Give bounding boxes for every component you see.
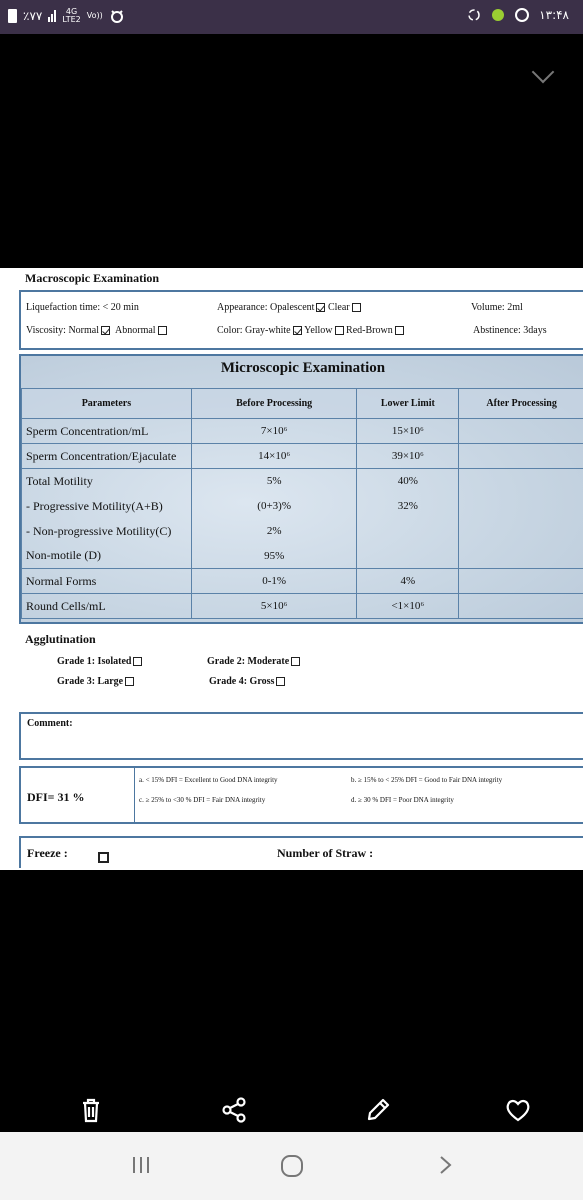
table-row: [22, 519, 583, 544]
grade-4-field: [209, 676, 285, 687]
microscopic-section: [19, 354, 583, 624]
recents-icon[interactable]: [130, 1154, 152, 1176]
status-left: [8, 8, 125, 24]
red-brown-text: Red-Brown: [346, 325, 393, 336]
network-type: 4G: [65, 7, 78, 16]
volte-indicator: Vo)): [86, 11, 103, 20]
grade-4-text: Grade 4: Gross: [209, 676, 275, 687]
grade-1-text: Grade 1: Isolated: [57, 656, 132, 667]
abnormal-text: Abnormal: [115, 325, 156, 336]
network-indicator: [62, 8, 80, 24]
appearance-text: Appearance: Opalescent: [217, 302, 315, 313]
color-field: [217, 325, 404, 336]
dfi-note-b: b. ≥ 15% to < 25% DFI = Good to Fair DNA integrity: [351, 776, 503, 784]
status-bar: [0, 0, 583, 34]
delete-icon[interactable]: [75, 1094, 107, 1126]
checkbox-checked: [293, 326, 302, 335]
document-image: [0, 268, 583, 870]
param-cell: - Progressive Motility(A+B): [22, 494, 192, 519]
checkbox: [158, 326, 167, 335]
grade-1-field: [57, 656, 142, 667]
yellow-text: Yellow: [304, 325, 333, 336]
lower-cell: <1×10⁶: [357, 594, 459, 619]
grade-2-text: Grade 2: Moderate: [207, 656, 290, 667]
checkbox: [395, 326, 404, 335]
param-cell: Round Cells/mL: [22, 594, 192, 619]
table-row: [22, 544, 583, 569]
dfi-note-c: c. ≥ 25% to <30 % DFI = Fair DNA integrity: [139, 796, 266, 804]
back-icon[interactable]: [436, 1154, 456, 1176]
agglutination-heading: Agglutination: [25, 632, 96, 646]
before-cell: 5×10⁶: [191, 594, 357, 619]
viscosity-field: [26, 325, 167, 336]
comment-box: [19, 712, 583, 760]
signal-icon: [48, 10, 56, 22]
checkbox: [335, 326, 344, 335]
table-row: [22, 594, 583, 619]
column-header: Before Processing: [191, 389, 357, 419]
checkbox: [133, 657, 142, 666]
lower-cell: 4%: [357, 569, 459, 594]
battery-level: ٪۷۷: [23, 9, 43, 23]
after-cell: [459, 444, 583, 469]
after-cell: [459, 594, 583, 619]
microscopic-table: [21, 388, 583, 619]
dfi-value: DFI= 31 %: [27, 790, 85, 804]
param-cell: - Non-progressive Motility(C): [22, 519, 192, 544]
app-icon: [491, 8, 505, 22]
param-cell: Total Motility: [22, 469, 192, 494]
freeze-label: Freeze :: [27, 846, 68, 860]
share-icon[interactable]: [218, 1094, 250, 1126]
battery-icon: [8, 9, 17, 23]
lower-cell: [357, 519, 459, 544]
table-row: [22, 469, 583, 494]
after-cell: [459, 419, 583, 444]
before-cell: 7×10⁶: [191, 419, 357, 444]
dfi-note-d: d. ≥ 30 % DFI = Poor DNA integrity: [351, 796, 454, 804]
image-action-bar: [0, 1088, 583, 1132]
before-cell: 0-1%: [191, 569, 357, 594]
abstinence-text: Abstinence: 3days: [473, 325, 547, 336]
before-cell: 2%: [191, 519, 357, 544]
home-icon[interactable]: [280, 1154, 304, 1178]
lower-cell: 32%: [357, 494, 459, 519]
network-sim: LTE2: [62, 15, 81, 24]
before-cell: 14×10⁶: [191, 444, 357, 469]
clear-text: Clear: [327, 302, 350, 313]
column-header: Parameters: [22, 389, 192, 419]
chevron-down-icon[interactable]: [532, 61, 555, 84]
macroscopic-section: [19, 290, 583, 350]
lower-cell: 39×10⁶: [357, 444, 459, 469]
param-cell: Non-motile (D): [22, 544, 192, 569]
column-header: After Processing: [459, 389, 583, 419]
before-cell: 95%: [191, 544, 357, 569]
grade-3-text: Grade 3: Large: [57, 676, 124, 687]
param-cell: Sperm Concentration/Ejaculate: [22, 444, 192, 469]
status-right: [467, 8, 569, 22]
divider: [134, 768, 135, 822]
grade-3-field: [57, 676, 134, 687]
comment-label: Comment:: [27, 718, 73, 729]
checkbox-checked: [101, 326, 110, 335]
param-cell: Sperm Concentration/mL: [22, 419, 192, 444]
checkbox: [98, 852, 109, 863]
checkbox: [125, 677, 134, 686]
checkbox-checked: [316, 303, 325, 312]
checkbox: [352, 303, 361, 312]
before-cell: (0+3)%: [191, 494, 357, 519]
clock: ۱۳:۴۸: [539, 8, 569, 22]
color-text: Color: Gray-white: [217, 325, 291, 336]
macro-heading: Macroscopic Examination: [25, 271, 160, 285]
table-row: [22, 419, 583, 444]
favorite-icon[interactable]: [502, 1094, 534, 1126]
param-cell: Normal Forms: [22, 569, 192, 594]
table-row: [22, 494, 583, 519]
edit-icon[interactable]: [362, 1094, 394, 1126]
after-cell: [459, 494, 583, 519]
lower-cell: 40%: [357, 469, 459, 494]
after-cell: [459, 469, 583, 494]
straw-label: Number of Straw :: [277, 846, 374, 860]
after-cell: [459, 519, 583, 544]
column-header: Lower Limit: [357, 389, 459, 419]
lower-cell: 15×10⁶: [357, 419, 459, 444]
volume-text: Volume: 2ml: [471, 302, 523, 313]
data-saver-icon: [515, 8, 529, 22]
table-row: [22, 569, 583, 594]
notification-icon: [109, 8, 125, 24]
after-cell: [459, 544, 583, 569]
agglutination-section: [19, 626, 583, 692]
freeze-checkbox: [96, 849, 109, 864]
grade-2-field: [207, 656, 300, 667]
liquefaction-text: Liquefaction time: < 20 min: [26, 302, 139, 313]
after-cell: [459, 569, 583, 594]
sync-icon: [467, 8, 481, 22]
checkbox: [291, 657, 300, 666]
table-header-row: [22, 389, 583, 419]
appearance-field: [217, 302, 361, 313]
dfi-note-a: a. < 15% DFI = Excellent to Good DNA integrity: [139, 776, 278, 784]
dfi-section: [19, 766, 583, 824]
lower-cell: [357, 544, 459, 569]
before-cell: 5%: [191, 469, 357, 494]
navigation-bar: [0, 1132, 583, 1200]
checkbox: [276, 677, 285, 686]
freeze-section: [19, 836, 583, 868]
micro-heading: Microscopic Examination: [220, 360, 386, 376]
viscosity-text: Viscosity: Normal: [26, 325, 100, 336]
table-row: [22, 444, 583, 469]
